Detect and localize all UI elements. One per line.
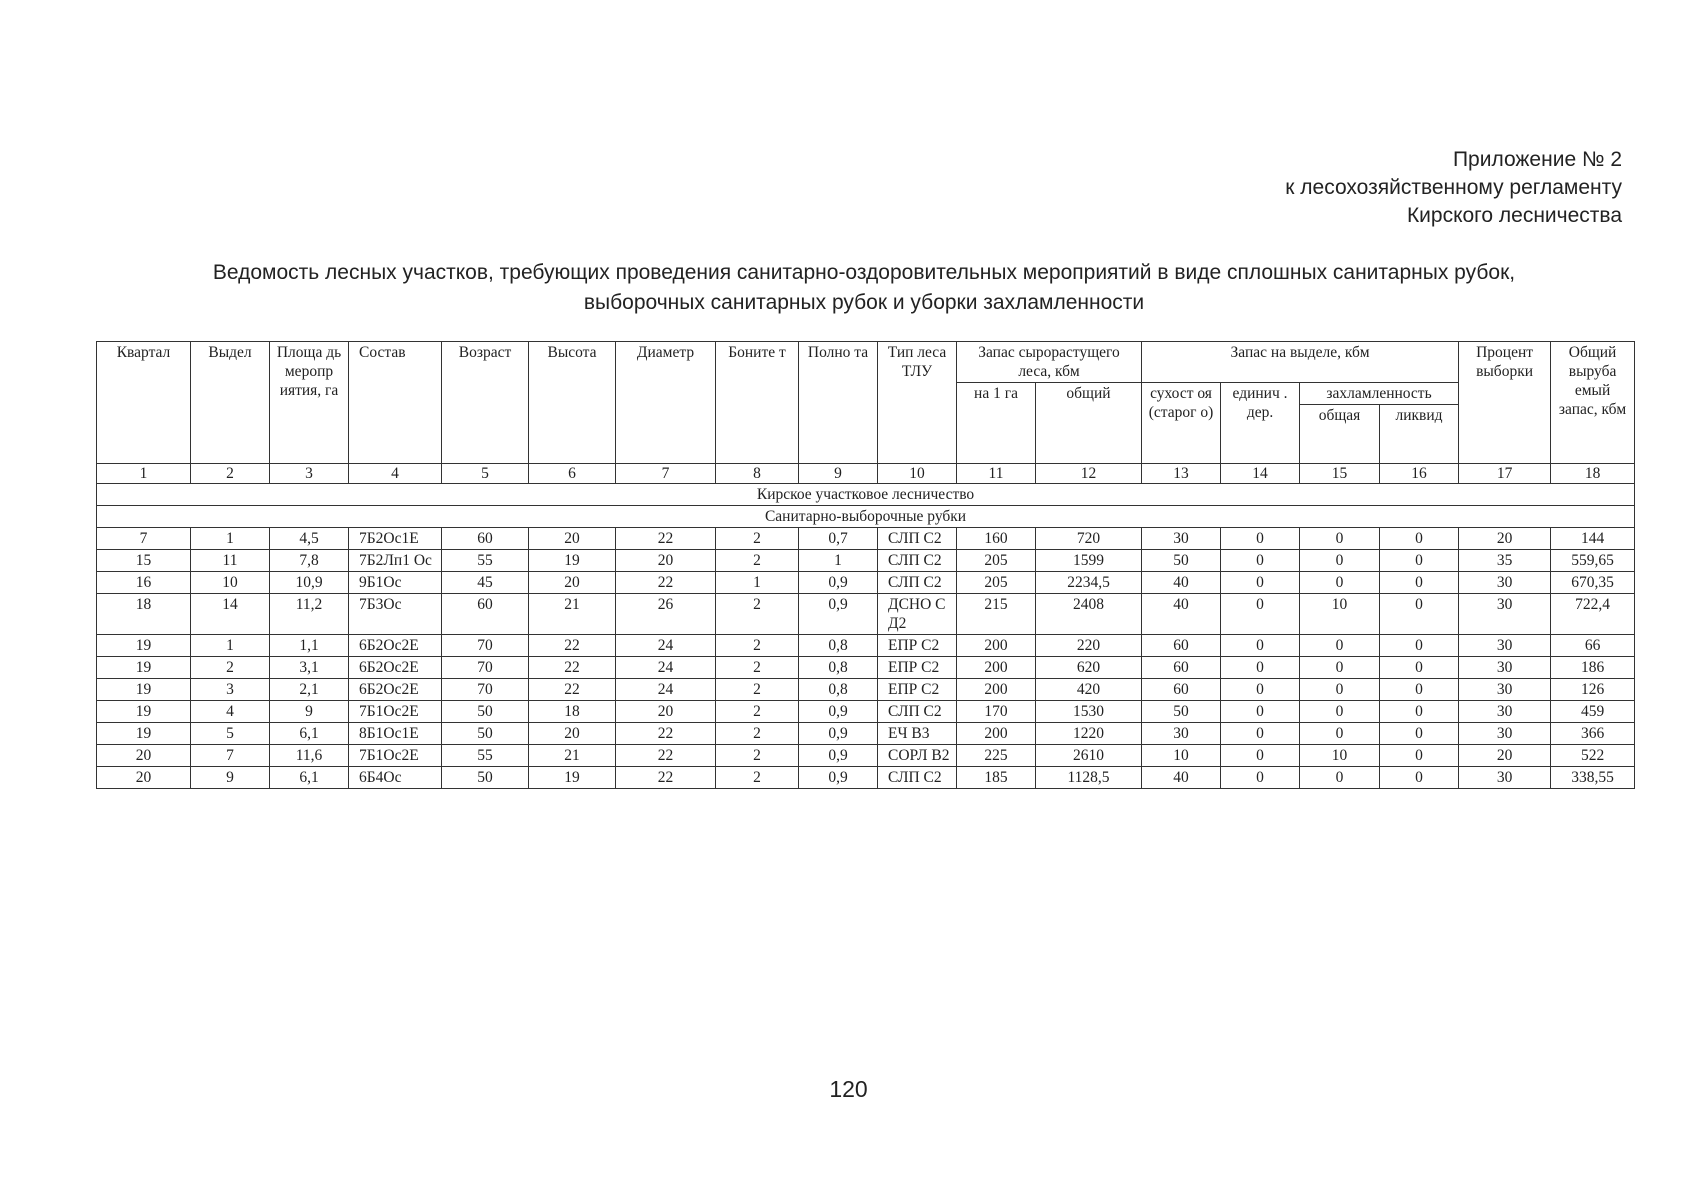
column-number-cell: 17 — [1459, 464, 1551, 484]
page-number: 120 — [829, 1076, 868, 1102]
header-procent-vyborki: Процент выборки — [1459, 342, 1551, 464]
table-cell: 30 — [1142, 723, 1221, 745]
table-cell: 670,35 — [1551, 572, 1635, 594]
table-cell: 420 — [1036, 679, 1142, 701]
table-cell: 0 — [1380, 594, 1459, 635]
table-cell: 0 — [1380, 679, 1459, 701]
table-cell: 20 — [97, 767, 191, 789]
table-cell: 0 — [1221, 572, 1300, 594]
table-cell: 19 — [97, 635, 191, 657]
table-cell: 0 — [1300, 723, 1380, 745]
header-zapas-syrorastushego: Запас сырорастущего леса, кбм — [957, 342, 1142, 383]
table-cell: 70 — [442, 679, 529, 701]
table-cell: 0 — [1300, 572, 1380, 594]
table-cell: СЛП С2 — [878, 572, 957, 594]
table-cell: 2 — [716, 745, 799, 767]
table-cell: 7 — [97, 528, 191, 550]
column-number-cell: 3 — [270, 464, 349, 484]
table-cell: 0,9 — [799, 723, 878, 745]
table-cell: 0 — [1300, 528, 1380, 550]
column-number-cell: 16 — [1380, 464, 1459, 484]
table-cell: 6Б2Ос2Е — [349, 679, 442, 701]
document-title — [96, 258, 1632, 318]
table-cell: СЛП С2 — [878, 767, 957, 789]
table-cell: СЛП С2 — [878, 528, 957, 550]
table-cell: 60 — [442, 594, 529, 635]
table-cell: 0 — [1300, 635, 1380, 657]
table-cell: 20 — [1459, 528, 1551, 550]
table-cell: 0,8 — [799, 657, 878, 679]
header-videl: Выдел — [191, 342, 270, 464]
table-cell: 1,1 — [270, 635, 349, 657]
table-cell: 20 — [529, 572, 616, 594]
table-cell: 2,1 — [270, 679, 349, 701]
table-row — [97, 572, 1635, 594]
table-cell: 20 — [616, 550, 716, 572]
table-row — [97, 679, 1635, 701]
table-cell: 522 — [1551, 745, 1635, 767]
table-cell: 205 — [957, 550, 1036, 572]
section-row — [97, 484, 1635, 506]
table-cell: 7Б3Ос — [349, 594, 442, 635]
table-cell: 0 — [1380, 635, 1459, 657]
table-cell: 1 — [191, 528, 270, 550]
table-cell: ДСНО С Д2 — [878, 594, 957, 635]
table-cell: 0 — [1300, 679, 1380, 701]
table-cell: 7Б1Ос2Е — [349, 701, 442, 723]
table-cell: 22 — [529, 657, 616, 679]
table-cell: 7 — [191, 745, 270, 767]
table-cell: 3 — [191, 679, 270, 701]
table-cell: 366 — [1551, 723, 1635, 745]
table-body — [97, 528, 1635, 789]
header-zahl-likvid: ликвид — [1380, 405, 1459, 464]
table-cell: 60 — [1142, 657, 1221, 679]
table-cell: 2 — [716, 679, 799, 701]
table-cell: 0 — [1300, 767, 1380, 789]
table-cell: 50 — [442, 701, 529, 723]
table-cell: 30 — [1459, 594, 1551, 635]
table-cell: 185 — [957, 767, 1036, 789]
table-cell: 16 — [97, 572, 191, 594]
header-zahl-obshaya: общая — [1300, 405, 1380, 464]
table-cell: 11,2 — [270, 594, 349, 635]
table-cell: 126 — [1551, 679, 1635, 701]
table-cell: 20 — [616, 701, 716, 723]
column-number-cell: 2 — [191, 464, 270, 484]
table-cell: 0 — [1300, 701, 1380, 723]
table-cell: 0,8 — [799, 635, 878, 657]
table-cell: 0 — [1221, 594, 1300, 635]
table-cell: 2408 — [1036, 594, 1142, 635]
table-cell: 26 — [616, 594, 716, 635]
table-cell: 14 — [191, 594, 270, 635]
column-number-cell: 1 — [97, 464, 191, 484]
table-cell: 0 — [1380, 723, 1459, 745]
table-cell: 0 — [1221, 550, 1300, 572]
table-row — [97, 528, 1635, 550]
table-cell: 186 — [1551, 657, 1635, 679]
table-cell: 200 — [957, 635, 1036, 657]
table-cell: 9 — [270, 701, 349, 723]
table-cell: 620 — [1036, 657, 1142, 679]
table-cell: ЕПР С2 — [878, 679, 957, 701]
table-cell: 20 — [529, 528, 616, 550]
table-cell: 22 — [529, 635, 616, 657]
table-cell: 5 — [191, 723, 270, 745]
table-cell: 0 — [1221, 767, 1300, 789]
table-cell: 11 — [191, 550, 270, 572]
table-cell: 30 — [1459, 679, 1551, 701]
table-cell: 0 — [1221, 635, 1300, 657]
table-cell: 0 — [1380, 767, 1459, 789]
table-cell: 0 — [1221, 528, 1300, 550]
table-cell: 22 — [616, 528, 716, 550]
table-cell: 6,1 — [270, 723, 349, 745]
section-lesnichestvo: Кирское участковое лесничество — [97, 484, 1635, 506]
appendix-header — [1285, 146, 1622, 230]
table-cell: 0 — [1221, 701, 1300, 723]
table-cell: 0 — [1221, 745, 1300, 767]
table-cell: 7,8 — [270, 550, 349, 572]
table-cell: 170 — [957, 701, 1036, 723]
header-na-1-ga: на 1 га — [957, 383, 1036, 464]
table-cell: 22 — [616, 767, 716, 789]
table-cell: 55 — [442, 550, 529, 572]
table-cell: 215 — [957, 594, 1036, 635]
table-cell: 2 — [716, 723, 799, 745]
table-cell: 4,5 — [270, 528, 349, 550]
table-cell: 144 — [1551, 528, 1635, 550]
column-number-cell: 6 — [529, 464, 616, 484]
table-cell: 0,9 — [799, 745, 878, 767]
section-rubki: Санитарно-выборочные рубки — [97, 506, 1635, 528]
table-cell: 3,1 — [270, 657, 349, 679]
header-suhostoy: сухост оя (старог о) — [1142, 383, 1221, 464]
table-cell: 1599 — [1036, 550, 1142, 572]
table-cell: 40 — [1142, 572, 1221, 594]
header-diametr: Диаметр — [616, 342, 716, 464]
table-cell: 7Б1Ос2Е — [349, 745, 442, 767]
table-cell: 0 — [1221, 679, 1300, 701]
table-cell: 9 — [191, 767, 270, 789]
table-cell: 0,9 — [799, 701, 878, 723]
header-edinich: единич . дер. — [1221, 383, 1300, 464]
header-polnota: Полно та — [799, 342, 878, 464]
table-cell: 0 — [1300, 657, 1380, 679]
table-cell: 200 — [957, 657, 1036, 679]
table-cell: 15 — [97, 550, 191, 572]
table-cell: 2 — [191, 657, 270, 679]
table-cell: 21 — [529, 594, 616, 635]
table-cell: 70 — [442, 635, 529, 657]
table-cell: 10 — [1300, 745, 1380, 767]
table-cell: 11,6 — [270, 745, 349, 767]
table-cell: 0 — [1300, 550, 1380, 572]
column-number-cell: 15 — [1300, 464, 1380, 484]
table-cell: 0 — [1221, 657, 1300, 679]
column-number-cell: 13 — [1142, 464, 1221, 484]
table-cell: 60 — [1142, 635, 1221, 657]
table-row — [97, 635, 1635, 657]
table-cell: 22 — [616, 723, 716, 745]
table-cell: 0 — [1380, 572, 1459, 594]
table-cell: 21 — [529, 745, 616, 767]
table-cell: 50 — [442, 767, 529, 789]
appendix-line-2: к лесохозяйственному регламенту — [1285, 176, 1622, 199]
table-cell: 50 — [442, 723, 529, 745]
header-row-1 — [97, 342, 1635, 383]
title-line-2: выборочных санитарных рубок и уборки захламленности — [583, 291, 1145, 314]
table-cell: 19 — [529, 550, 616, 572]
table-cell: 35 — [1459, 550, 1551, 572]
table-cell: 459 — [1551, 701, 1635, 723]
table-cell: 6Б4Ос — [349, 767, 442, 789]
table-cell: 19 — [97, 701, 191, 723]
forest-plots-table — [96, 341, 1635, 789]
table-cell: 0,7 — [799, 528, 878, 550]
table-cell: 0 — [1221, 723, 1300, 745]
table-cell: 30 — [1459, 767, 1551, 789]
table-cell: 30 — [1459, 657, 1551, 679]
table-cell: 205 — [957, 572, 1036, 594]
table-cell: 30 — [1459, 701, 1551, 723]
table-cell: 18 — [529, 701, 616, 723]
table-cell: 2 — [716, 767, 799, 789]
table-cell: 200 — [957, 679, 1036, 701]
table-cell: 0,8 — [799, 679, 878, 701]
table-cell: 8Б1Ос1Е — [349, 723, 442, 745]
table-cell: 60 — [1142, 679, 1221, 701]
table-cell: СЛП С2 — [878, 550, 957, 572]
table-cell: 19 — [97, 679, 191, 701]
table-cell: 1 — [191, 635, 270, 657]
table-cell: 720 — [1036, 528, 1142, 550]
table-cell: 6Б2Ос2Е — [349, 635, 442, 657]
table-cell: 22 — [616, 572, 716, 594]
header-ploshad: Площа дь меропр иятия, га — [270, 342, 349, 464]
table-cell: 20 — [529, 723, 616, 745]
column-number-cell: 12 — [1036, 464, 1142, 484]
column-number-row — [97, 464, 1635, 484]
header-zahlamlennost: захламленность — [1300, 383, 1459, 405]
table-cell: 24 — [616, 657, 716, 679]
table-cell: 55 — [442, 745, 529, 767]
title-line-1: Ведомость лесных участков, требующих проведения санитарно-оздоровительных мероприятий в виде сплошных санитарных рубок, — [212, 261, 1516, 284]
table-cell: 6Б2Ос2Е — [349, 657, 442, 679]
table-cell: 2610 — [1036, 745, 1142, 767]
table-cell: 1 — [799, 550, 878, 572]
appendix-line-3: Кирского лесничества — [1406, 204, 1622, 227]
table-cell: 160 — [957, 528, 1036, 550]
table-cell: 19 — [97, 723, 191, 745]
header-obshiy-vyrubaemyy: Общий выруба емый запас, кбм — [1551, 342, 1635, 464]
table-cell: 20 — [97, 745, 191, 767]
table-cell: 0,9 — [799, 572, 878, 594]
header-tip-lesa: Тип леса ТЛУ — [878, 342, 957, 464]
header-vozrast: Возраст — [442, 342, 529, 464]
column-number-cell: 7 — [616, 464, 716, 484]
table-cell: 18 — [97, 594, 191, 635]
table-cell: 40 — [1142, 594, 1221, 635]
table-cell: 7Б2Ос1Е — [349, 528, 442, 550]
table-cell: 2 — [716, 550, 799, 572]
table-cell: 30 — [1459, 572, 1551, 594]
table-row — [97, 701, 1635, 723]
column-number-cell: 14 — [1221, 464, 1300, 484]
table-cell: 4 — [191, 701, 270, 723]
table-cell: ЕПР С2 — [878, 635, 957, 657]
table-cell: 2 — [716, 701, 799, 723]
table-cell: 24 — [616, 679, 716, 701]
table-cell: 1128,5 — [1036, 767, 1142, 789]
table-cell: 0 — [1380, 528, 1459, 550]
table-cell: 559,65 — [1551, 550, 1635, 572]
table-cell: 24 — [616, 635, 716, 657]
table-row — [97, 767, 1635, 789]
table-cell: 22 — [616, 745, 716, 767]
table-cell: 30 — [1459, 635, 1551, 657]
table-cell: 0 — [1380, 657, 1459, 679]
header-obshiy: общий — [1036, 383, 1142, 464]
header-zapas-na-vydele: Запас на выделе, кбм — [1142, 342, 1459, 383]
table-row — [97, 723, 1635, 745]
table-cell: 50 — [1142, 701, 1221, 723]
table-cell: 722,4 — [1551, 594, 1635, 635]
table-cell: 20 — [1459, 745, 1551, 767]
column-number-cell: 9 — [799, 464, 878, 484]
table-cell: 22 — [529, 679, 616, 701]
table-cell: 10 — [191, 572, 270, 594]
table-cell: 66 — [1551, 635, 1635, 657]
table-cell: 2234,5 — [1036, 572, 1142, 594]
table-cell: 0 — [1380, 745, 1459, 767]
table-cell: 6,1 — [270, 767, 349, 789]
table-cell: СЛП С2 — [878, 701, 957, 723]
table-cell: 0,9 — [799, 767, 878, 789]
table-cell: 19 — [529, 767, 616, 789]
table-cell: 30 — [1142, 528, 1221, 550]
table-cell: 30 — [1459, 723, 1551, 745]
table-cell: 1220 — [1036, 723, 1142, 745]
table-cell: 2 — [716, 594, 799, 635]
table-cell: 338,55 — [1551, 767, 1635, 789]
column-number-cell: 11 — [957, 464, 1036, 484]
table-cell: 0,9 — [799, 594, 878, 635]
table-cell: 40 — [1142, 767, 1221, 789]
header-bonitet: Боните т — [716, 342, 799, 464]
table-cell: 50 — [1142, 550, 1221, 572]
table-row — [97, 594, 1635, 635]
table-cell: 0 — [1380, 701, 1459, 723]
table-row — [97, 745, 1635, 767]
table-cell: 225 — [957, 745, 1036, 767]
table-cell: 220 — [1036, 635, 1142, 657]
header-vysota: Высота — [529, 342, 616, 464]
table-cell: 10 — [1300, 594, 1380, 635]
table-cell: 1 — [716, 572, 799, 594]
table-cell: ЕПР С2 — [878, 657, 957, 679]
column-number-cell: 8 — [716, 464, 799, 484]
column-number-cell: 4 — [349, 464, 442, 484]
appendix-line-1: Приложение № 2 — [1452, 148, 1622, 171]
header-sostav: Состав — [349, 342, 442, 464]
table-cell: СОРЛ В2 — [878, 745, 957, 767]
table-cell: 7Б2Лп1 Ос — [349, 550, 442, 572]
table-cell: 10 — [1142, 745, 1221, 767]
table-cell: 0 — [1380, 550, 1459, 572]
column-number-cell: 10 — [878, 464, 957, 484]
table-cell: 10,9 — [270, 572, 349, 594]
table-cell: 2 — [716, 528, 799, 550]
table-cell: 70 — [442, 657, 529, 679]
table-cell: 60 — [442, 528, 529, 550]
table-cell: ЕЧ В3 — [878, 723, 957, 745]
table-row — [97, 657, 1635, 679]
table-cell: 2 — [716, 657, 799, 679]
table-cell: 2 — [716, 635, 799, 657]
table-cell: 9Б1Ос — [349, 572, 442, 594]
table-row — [97, 550, 1635, 572]
column-number-cell: 18 — [1551, 464, 1635, 484]
column-number-cell: 5 — [442, 464, 529, 484]
header-kvartal: Квартал — [97, 342, 191, 464]
table-cell: 45 — [442, 572, 529, 594]
table-cell: 19 — [97, 657, 191, 679]
section-row — [97, 506, 1635, 528]
table-cell: 200 — [957, 723, 1036, 745]
table-cell: 1530 — [1036, 701, 1142, 723]
